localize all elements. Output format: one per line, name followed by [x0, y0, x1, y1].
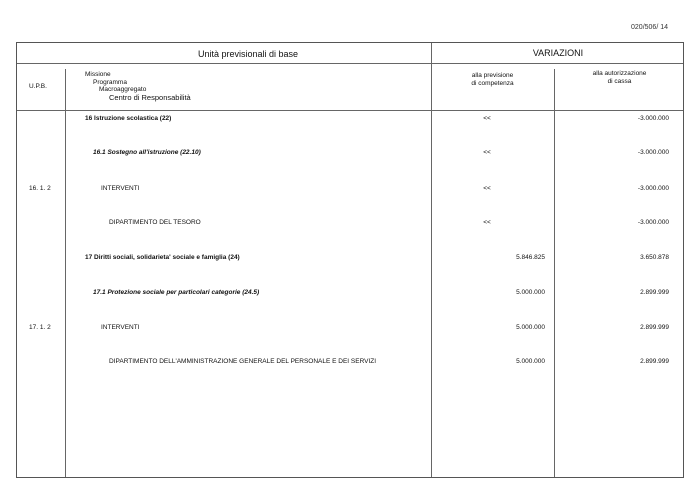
row-interventi-17: INTERVENTI [101, 324, 140, 331]
column-divider-cassa [554, 69, 555, 477]
cassa-header [554, 70, 685, 85]
row-1-competenza: << [483, 115, 491, 122]
competenza-header [431, 72, 554, 87]
row-dipartimento-amministrazione: DIPARTIMENTO DELL'AMMINISTRAZIONE GENERALE DEL PERSONALE E DEI SERVIZI [109, 358, 377, 365]
row-6-cassa: 2.899.999 [640, 289, 669, 296]
row-2-competenza: << [483, 149, 491, 156]
upb-header-label: U.P.B. [29, 83, 47, 90]
row-2-cassa: -3.000.000 [637, 149, 669, 156]
budget-table [16, 42, 684, 478]
row-programma-17-1: 17.1 Protezione sociale per particolari categorie (24.5) [93, 289, 260, 296]
row-3-cassa: -3.000.000 [637, 185, 669, 192]
hierarchy-programma: Programma [93, 78, 127, 86]
column-divider-variazioni [431, 43, 432, 477]
header-left-title: Unità previsionali di base [197, 49, 299, 59]
document-code: 020/506/ 14 [631, 24, 668, 31]
cassa-header-line2: di cassa [607, 77, 632, 85]
competenza-header-line2: di competenza [471, 79, 514, 87]
cassa-header-line1: alla autorizzazione [592, 70, 647, 77]
row-4-cassa: -3.000.000 [637, 219, 669, 226]
row-7-cassa: 2.899.999 [640, 324, 669, 331]
hierarchy-centro: Centro di Responsabilità [109, 92, 191, 102]
hierarchy-macroaggregato: Macroaggregato [99, 86, 147, 93]
row-6-competenza: 5.000.000 [516, 289, 545, 296]
competenza-header-line1: alla previsione [471, 72, 514, 79]
row-dipartimento-tesoro: DIPARTIMENTO DEL TESORO [109, 219, 201, 226]
row-1-cassa: -3.000.000 [637, 115, 669, 122]
row-8-competenza: 5.000.000 [516, 358, 545, 365]
header-right-title: VARIAZIONI [532, 48, 584, 58]
row-missione-16: 16 Istruzione scolastica (22) [85, 115, 172, 122]
row-7-upb: 17. 1. 2 [29, 324, 51, 331]
column-divider-upb [65, 69, 66, 477]
hierarchy-header [85, 71, 191, 101]
row-interventi-16: INTERVENTI [101, 185, 140, 192]
hierarchy-missione: Missione [85, 71, 111, 78]
header-divider-top [17, 63, 683, 64]
row-8-cassa: 2.899.999 [640, 358, 669, 365]
header-divider-bottom [17, 110, 683, 111]
row-3-competenza: << [483, 185, 491, 192]
row-5-cassa: 3.650.878 [640, 254, 669, 261]
row-4-competenza: << [483, 219, 491, 226]
row-7-competenza: 5.000.000 [516, 324, 545, 331]
row-missione-17: 17 Diritti sociali, solidarieta' sociale e famiglia (24) [85, 254, 240, 261]
row-programma-16-1: 16.1 Sostegno all'istruzione (22.10) [93, 149, 201, 156]
row-3-upb: 16. 1. 2 [29, 185, 51, 192]
row-5-competenza: 5.846.825 [516, 254, 545, 261]
